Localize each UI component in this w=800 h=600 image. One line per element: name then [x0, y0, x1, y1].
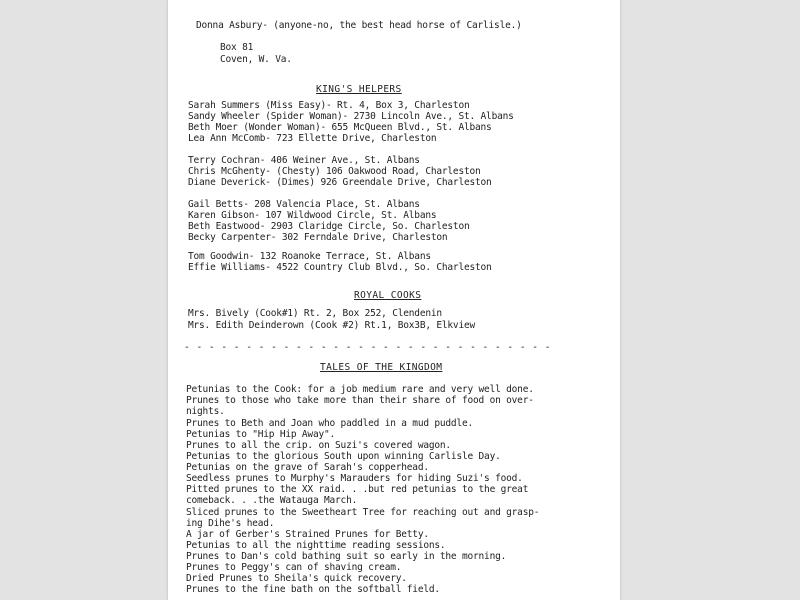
- tale-line: comeback. . .the Watauga March.: [186, 495, 358, 506]
- helper-entry: Effie Williams- 4522 Country Club Blvd., So. Charleston: [188, 262, 492, 273]
- document-page: [168, 0, 620, 600]
- helper-entry: Becky Carpenter- 302 Ferndale Drive, Charleston: [188, 232, 448, 243]
- helper-entry: Beth Moer (Wonder Woman)- 655 McQueen Blvd., St. Albans: [188, 122, 492, 133]
- tales-heading: TALES OF THE KINGDOM: [320, 362, 443, 373]
- cook-entry: Mrs. Edith Deinderown (Cook #2) Rt.1, Box3B, Elkview: [188, 320, 476, 331]
- tale-line: Petunias to all the nighttime reading sessions.: [186, 540, 446, 551]
- kings-helpers-heading: KING'S HELPERS: [316, 84, 402, 95]
- tale-line: Prunes to the fine bath on the softball field.: [186, 584, 440, 595]
- tale-line: Petunias on the grave of Sarah's copperhead.: [186, 462, 429, 473]
- tale-line: Sliced prunes to the Sweetheart Tree for reaching out and grasp-: [186, 507, 540, 518]
- tale-line: ing Dihe's head.: [186, 518, 275, 529]
- tale-line: A jar of Gerber's Strained Prunes for Betty.: [186, 529, 429, 540]
- tale-line: Petunias to "Hip Hip Away".: [186, 429, 336, 440]
- tale-line: Pitted prunes to the XX raid. . .but red petunias to the great: [186, 484, 529, 495]
- helper-entry: Diane Deverick- (Dimes) 926 Greendale Drive, Charleston: [188, 177, 492, 188]
- helper-entry: Terry Cochran- 406 Weiner Ave., St. Albans: [188, 155, 420, 166]
- tale-line: Prunes to Beth and Joan who paddled in a mud puddle.: [186, 418, 474, 429]
- tale-line: Prunes to those who take more than their share of food on over-: [186, 395, 534, 406]
- cook-entry: Mrs. Bively (Cook#1) Rt. 2, Box 252, Clendenin: [188, 308, 442, 319]
- helper-entry: Karen Gibson- 107 Wildwood Circle, St. Albans: [188, 210, 437, 221]
- helper-entry: Lea Ann McComb- 723 Ellette Drive, Charleston: [188, 133, 437, 144]
- tale-line: Seedless prunes to Murphy's Marauders for hiding Suzi's food.: [186, 473, 523, 484]
- header-town: Coven, W. Va.: [220, 54, 292, 65]
- section-divider: - - - - - - - - - - - - - - - - - - - - - - - - - - - - - -: [184, 342, 551, 353]
- tale-line: Dried Prunes to Sheila's quick recovery.: [186, 573, 407, 584]
- helper-entry: Sarah Summers (Miss Easy)- Rt. 4, Box 3, Charleston: [188, 100, 470, 111]
- helper-entry: Beth Eastwood- 2903 Claridge Circle, So. Charleston: [188, 221, 470, 232]
- tale-line: Prunes to Peggy's can of shaving cream.: [186, 562, 402, 573]
- tale-line: Prunes to all the crip. on Suzi's covered wagon.: [186, 440, 451, 451]
- tale-line: Prunes to Dan's cold bathing suit so early in the morning.: [186, 551, 507, 562]
- tale-line: nights.: [186, 406, 225, 417]
- tale-line: Petunias to the glorious South upon winning Carlisle Day.: [186, 451, 501, 462]
- helper-entry: Sandy Wheeler (Spider Woman)- 2730 Lincoln Ave., St. Albans: [188, 111, 514, 122]
- header-box: Box 81: [220, 42, 254, 53]
- helper-entry: Tom Goodwin- 132 Roanoke Terrace, St. Albans: [188, 251, 431, 262]
- royal-cooks-heading: ROYAL COOKS: [354, 290, 422, 301]
- header-line: Donna Asbury- (anyone-no, the best head horse of Carlisle.): [196, 20, 522, 31]
- helper-entry: Chris McGhenty- (Chesty) 106 Oakwood Road, Charleston: [188, 166, 481, 177]
- helper-entry: Gail Betts- 208 Valencia Place, St. Albans: [188, 199, 420, 210]
- tale-line: Petunias to the Cook: for a job medium rare and very well done.: [186, 384, 534, 395]
